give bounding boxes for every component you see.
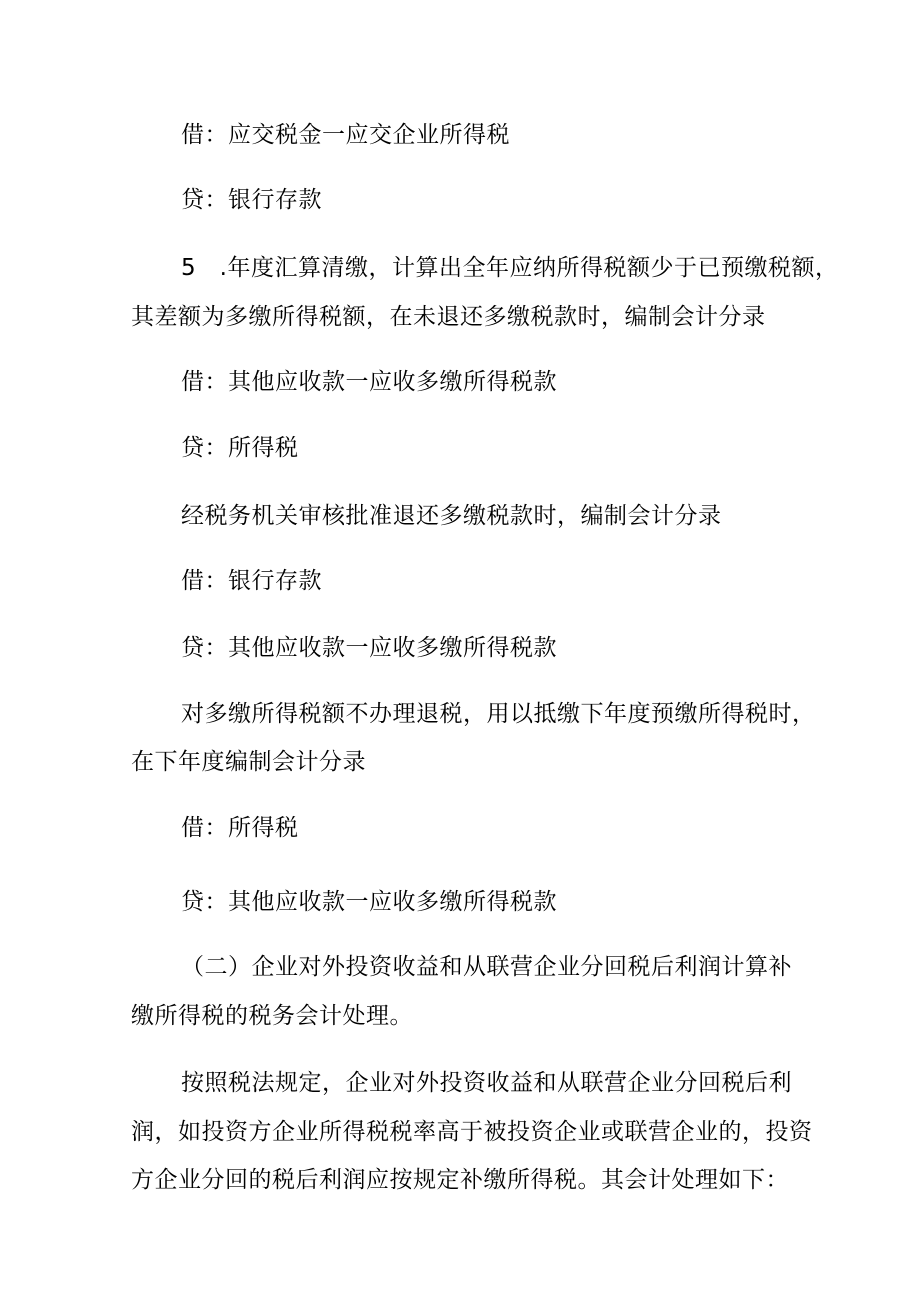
paragraph-5-line-2: 其差额为多缴所得税额，在未退还多缴税款时，编制会计分录	[131, 304, 766, 330]
offset-paragraph-line-1: 对多缴所得税额不办理退税，用以抵缴下年度预缴所得税时，	[181, 701, 816, 727]
credit-entry-other-receivable-2: 贷：其他应收款一应收多缴所得税款	[181, 889, 557, 915]
debit-entry-other-receivable: 借：其他应收款一应收多缴所得税款	[181, 369, 557, 395]
tax-law-paragraph-line-3: 方企业分回的税后利润应按规定补缴所得税。其会计处理如下：	[131, 1167, 789, 1193]
credit-entry-income-tax: 贷：所得税	[181, 435, 299, 461]
section-heading-line-1: （二）企业对外投资收益和从联营企业分回税后利润计算补	[181, 954, 792, 980]
credit-entry-bank-deposit: 贷：银行存款	[181, 187, 322, 213]
tax-law-paragraph-line-2: 润，如投资方企业所得税税率高于被投资企业或联营企业的，投资	[131, 1119, 813, 1145]
debit-entry-income-tax: 借：所得税	[181, 815, 299, 841]
offset-paragraph-line-2: 在下年度编制会计分录	[131, 749, 366, 775]
tax-law-paragraph-line-1: 按照税法规定，企业对外投资收益和从联营企业分回税后利	[181, 1070, 792, 1096]
refund-approval-paragraph: 经税务机关审核批准退还多缴税款时，编制会计分录	[181, 503, 722, 529]
credit-entry-other-receivable: 贷：其他应收款一应收多缴所得税款	[181, 635, 557, 661]
paragraph-5-line-1: 5 .年度汇算清缴，计算出全年应纳所得税额少于已预缴税额，	[181, 255, 839, 281]
section-heading-line-2: 缴所得税的税务会计处理。	[131, 1003, 413, 1029]
debit-entry-tax-payable: 借：应交税金一应交企业所得税	[181, 122, 510, 148]
debit-entry-bank-deposit: 借：银行存款	[181, 568, 322, 594]
